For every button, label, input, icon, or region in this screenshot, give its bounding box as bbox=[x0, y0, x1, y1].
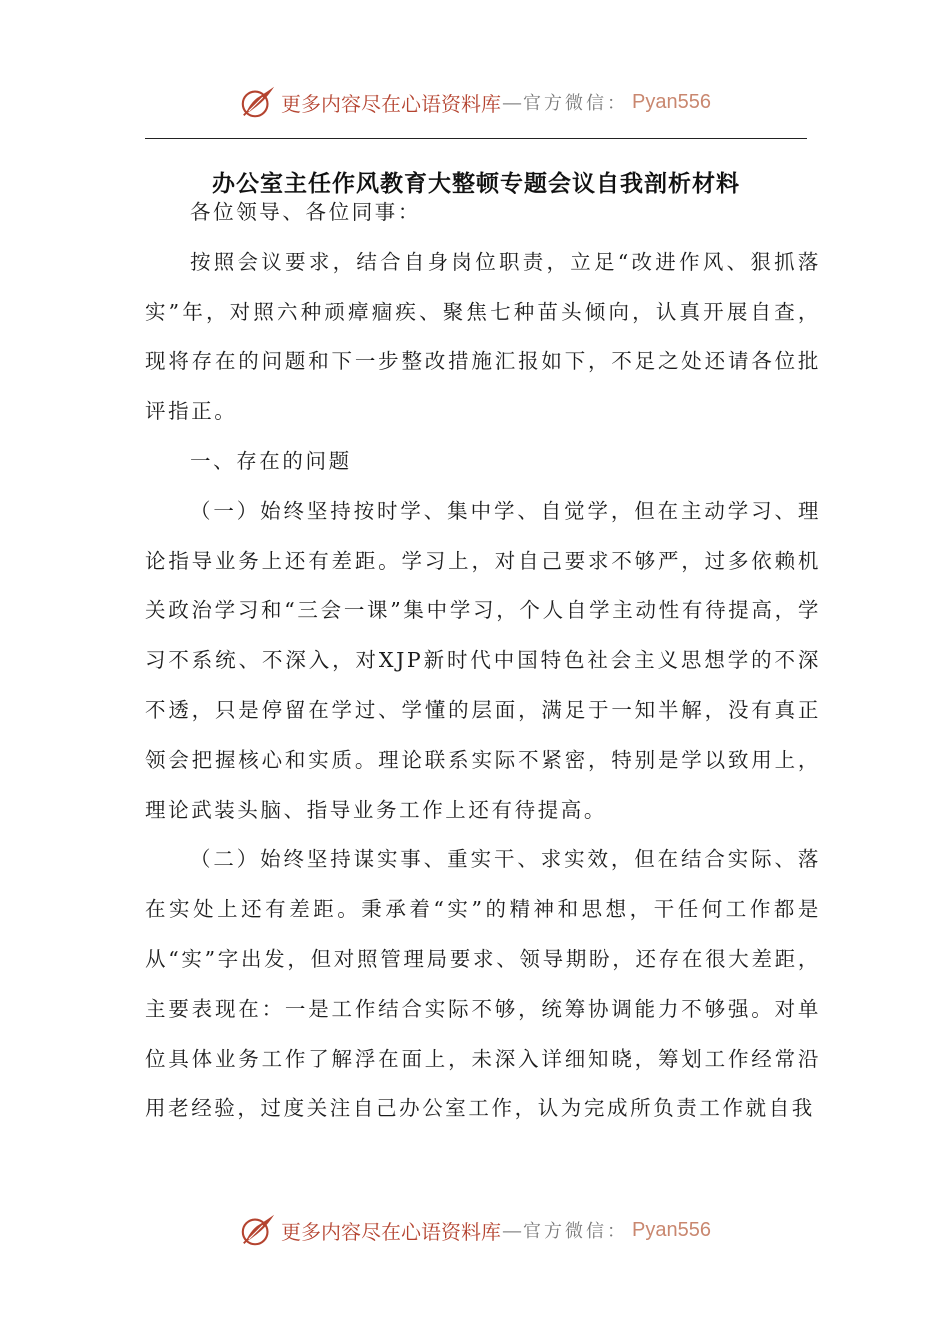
footer-official-label: 官方微信： bbox=[523, 1221, 629, 1242]
section-heading: 一、存在的问题 bbox=[190, 448, 352, 473]
header-brand-text: 更多内容尽在心语资料库 bbox=[281, 91, 502, 116]
header-divider bbox=[145, 138, 807, 139]
header-banner bbox=[0, 82, 950, 122]
quill-logo-icon bbox=[239, 1211, 277, 1249]
document-title: 办公室主任作风教育大整顿专题会议自我剖析材料 bbox=[212, 171, 740, 197]
footer-dash: — bbox=[502, 1218, 523, 1242]
header-dash: — bbox=[502, 90, 523, 114]
header-official-label: 官方微信： bbox=[523, 93, 629, 114]
footer-banner bbox=[0, 1210, 950, 1250]
body-paragraph: （二）始终坚持谋实事、重实干、求实效，但在结合实际、落在实处上还有差距。秉承着“实”的精神和思想，干任何工作都是从“实”字出发，但对照管理局要求、领导期盼，还存在很大差距，主要表现在：一是工作结合实际不够，统筹协调能力不够强。对单位具体业务工作了解浮在面上，未深入详细知晓，筹划工作经常沿用老经验，过度关注自己办公室工作，认为完成所负责工作就自我 bbox=[145, 847, 821, 1121]
header-wechat-id: Pyan556 bbox=[632, 90, 711, 113]
salutation: 各位领导、各位同事： bbox=[190, 200, 421, 224]
intro-paragraph: 按照会议要求，结合自身岗位职责，立足“改进作风、狠抓落实”年，对照六种顽瘴痼疾、聚焦七种苗头倾向，认真开展自查，现将存在的问题和下一步整改措施汇报如下，不足之处还请各位批评指正。 bbox=[145, 249, 821, 424]
footer-wechat-id: Pyan556 bbox=[632, 1218, 711, 1241]
body-paragraph: （一）始终坚持按时学、集中学、自觉学，但在主动学习、理论指导业务上还有差距。学习上，对自己要求不够严，过多依赖机关政治学习和“三会一课”集中学习，个人自学主动性有待提高，学习不系统、不深入，对XJP新时代中国特色社会主义思想学的不深不透，只是停留在学过、学懂的层面，满足于一知半解，没有真正领会把握核心和实质。理论联系实际不紧密，特别是学以致用上，理论武装头脑、指导业务工作上还有待提高。 bbox=[145, 498, 821, 822]
quill-logo-icon bbox=[239, 83, 277, 121]
document-body bbox=[145, 188, 821, 1134]
footer-brand-text: 更多内容尽在心语资料库 bbox=[281, 1219, 502, 1244]
